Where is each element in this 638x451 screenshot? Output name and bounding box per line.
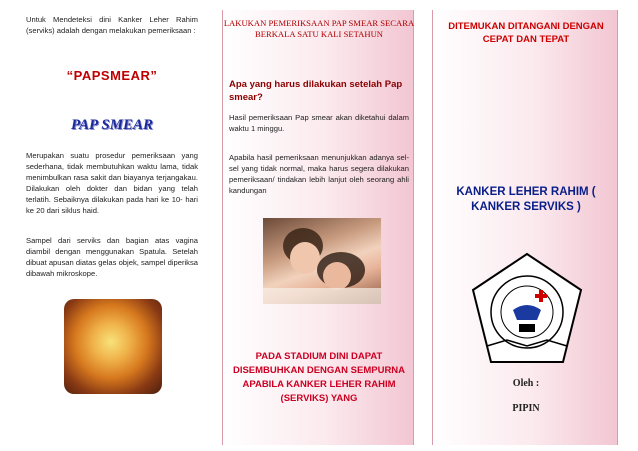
section-title: PAP SMEAR: [70, 117, 154, 133]
academy-logo: [467, 250, 587, 368]
answer-followup: Apabila hasil pemeriksaan menunjukkan adanya sel-sel yang tidak normal, maka harus segera dilakukan pemeriksaan/ tindakan lebih lanjut oleh seorang ahli kandungan: [229, 153, 409, 195]
checkup-heading: LAKUKAN PEMERIKSAAN PAP SMEAR SECARA BERKALA SATU KALI SETAHUN: [223, 18, 415, 39]
early-stage-text: PADA STADIUM DINI DAPAT DISEMBUHKAN DENGAN SEMPURNA APABILA KANKER LEHER RAHIM (SERVIKS) YANG: [232, 351, 406, 404]
author-label: Oleh :: [512, 378, 540, 389]
question-text: Apa yang harus dilakukan setelah Pap smear?: [229, 79, 403, 103]
panel-right: [432, 10, 618, 445]
couple-photo: [263, 218, 381, 304]
papsmear-quote: “PAPSMEAR”: [66, 68, 158, 83]
cervix-photo: [64, 299, 162, 394]
brochure-title: KANKER LEHER RAHIM ( KANKER SERVIKS ): [456, 186, 596, 213]
paragraph-procedure: Sampel dari serviks dan bagian atas vagina diambil dengan menggunakan Spatula. Setelah dibuat apusan diatas gelas objek, sampel diperiksa dibawah mikroskope.: [26, 236, 198, 278]
panel-left: [20, 10, 204, 445]
answer-result: Hasil pemeriksaan Pap smear akan diketahui dalam waktu 1 minggu.: [229, 113, 409, 133]
author-name: PIPIN: [512, 403, 540, 414]
treatment-heading: DITEMUKAN DITANGANI DENGAN CEPAT DAN TEPAT: [448, 21, 604, 45]
panel-middle: [222, 10, 414, 445]
paragraph-definition: Merupakan suatu prosedur pemeriksaan yang sederhana, tidak membutuhkan waktu lama, tidak menimbulkan rasa sakit dan biayanya terjangakau. Dilakukan oleh dokter dan bidan yang telah terlatih. Sebaiknya dilakukan pada hari ke 10- hari ke 20 dari siklus haid.: [26, 151, 198, 215]
intro-text: Untuk Mendeteksi dini Kanker Leher Rahim (serviks) adalah dengan melakukan pemeriksaan :: [26, 15, 198, 35]
